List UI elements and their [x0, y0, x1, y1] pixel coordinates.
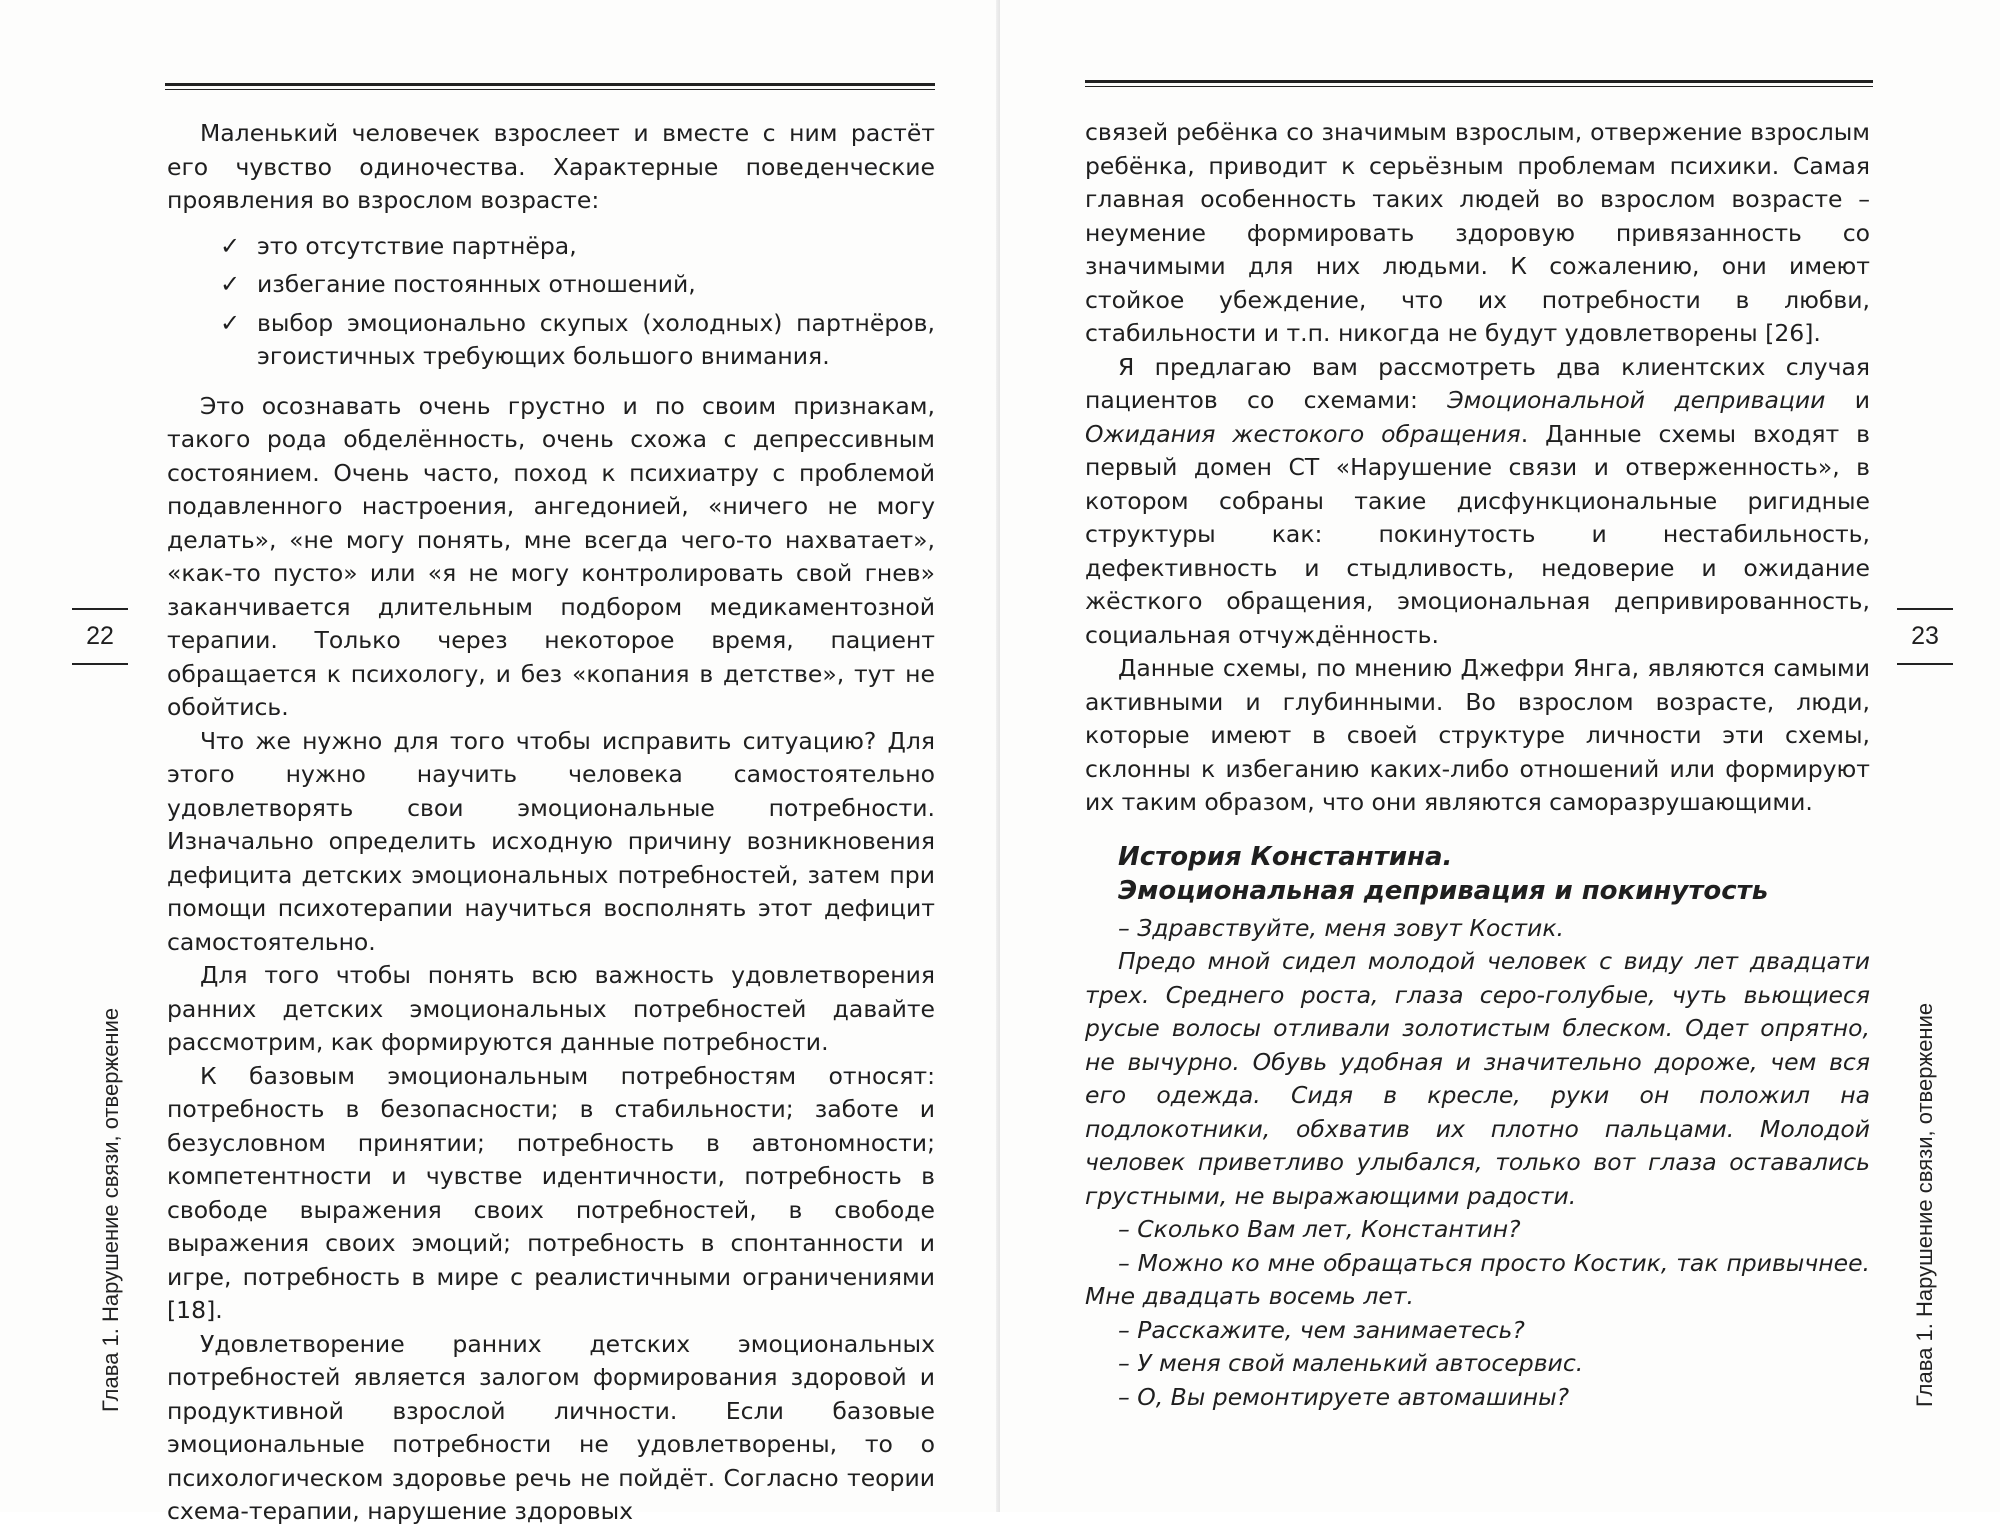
list-item-text: выбор эмоционально скупых (холодных) партнёров, эгоистичных требующих большого внимания. — [257, 308, 935, 370]
page-number — [72, 608, 128, 665]
intro-paragraph: Маленький человечек взрослеет и вместе с ним растёт его чувство одиночества. Характерные поведенческие проявления во взрослом возрасте: — [167, 119, 935, 214]
dialog-line: – У меня свой маленький автосервис. — [1118, 1349, 1584, 1377]
text-span: Я предлагаю вам рассмотреть два клиентских случая пациентов со схемами: — [1085, 352, 1870, 414]
left-page — [0, 0, 1000, 1525]
checkmark-icon: ✓ — [220, 270, 241, 298]
section-title — [1118, 840, 1870, 908]
dialog — [1085, 912, 1870, 1415]
list-item — [167, 230, 935, 264]
dialog-line: – Здравствуйте, меня зовут Костик. — [1118, 913, 1564, 942]
page-number-text: 23 — [1911, 622, 1939, 650]
continuation-paragraph: связей ребёнка со значимым взрослым, отвержение взрослым ребёнка, приводит к серьёзным проблемам психики. Самая главная особенность таких людей во взрослом возрасте – неумение формировать здоровую привязанность со значимыми для них людьми. К сожалению, они имеют стойкое убеждение, что их потребности в любви, стабильности и т.п. никогда не будут удовлетворены [26]. — [1085, 118, 1870, 347]
body-paragraph — [1085, 351, 1870, 653]
right-page — [1000, 0, 2000, 1512]
checkmark-icon: ✓ — [220, 231, 241, 260]
section-title-line: Эмоциональная депривация и покинутость — [1118, 875, 1769, 906]
body-paragraph: К базовым эмоциональным потребностям относят: потребность в безопасности; в стабильности; заботе и безусловном принятии; потребность в автономности; компетентности и чувстве идентичности, потребность в свободе выражения своих потребностей, в свободе выражения своих эмоций; потребность в спонтанности и игре, потребность в мире с реалистичными ограничениями [18]. — [167, 1061, 935, 1324]
text-span: и — [1825, 386, 1870, 414]
schema-name: Ожидания жестокого обращения — [1085, 419, 1521, 448]
body-paragraph: Для того чтобы понять всю важность удовлетворения ранних детских эмоциональных потребностей давайте рассмотрим, как формируются данные потребности. — [167, 961, 935, 1056]
text-span: . Данные схемы входят в первый домен СТ «Нарушение связи и отверженность», в котором собраны такие дисфункциональные ригидные структуры как: покинутость и нестабильность, дефективность и стыдливость, недоверие и ожидание жёсткого обращения, эмоциональная депривированность, социальная отчуждённость. — [1085, 419, 1870, 649]
dialog-line: – Сколько Вам лет, Константин? — [1118, 1215, 1521, 1243]
page-number — [1897, 608, 1953, 665]
body-paragraph: Что же нужно для того чтобы исправить ситуацию? Для этого нужно научить человека самостоятельно удовлетворять свои эмоциональные потребности. Изначально определить исходную причину возникновения дефицита детских эмоциональных потребностей, затем при помощи психотерапии научиться восполнять этот дефицит самостоятельно. — [167, 726, 935, 956]
list-item — [167, 268, 935, 302]
checklist — [167, 230, 935, 374]
running-head: Глава 1. Нарушение связи, отвержение — [1912, 1002, 1937, 1407]
left-page-body — [167, 117, 935, 1529]
dialog-line: – Можно ко мне обращаться просто Костик, так привычнее. Мне двадцать восемь лет. — [1085, 1248, 1870, 1310]
dialog-line: – Расскажите, чем занимаетесь? — [1118, 1315, 1525, 1344]
running-head: Глава 1. Нарушение связи, отвержение — [98, 1007, 123, 1412]
list-item-text: избегание постоянных отношений, — [257, 270, 696, 298]
dialog-line: – О, Вы ремонтируете автомашины? — [1118, 1382, 1570, 1411]
body-paragraph: Удовлетворение ранних детских эмоциональных потребностей является залогом формирования здоровой и продуктивной взрослой личности. Если базовые эмоциональные потребности не удовлетворены, то о психологическом здоровье речь не пойдёт. Согласно теории схема-терапии, нарушение здоровых — [167, 1329, 935, 1525]
section-title-line: История Константина. — [1118, 841, 1453, 872]
dialog-line: Предо мной сидел молодой человек с виду лет двадцати трех. Среднего роста, глаза серо-голубые, чуть вьющиеся русые волосы отливали золотистым блеском. Одет опрятно, не вычурно. Обувь удобная и значительно дороже, чем вся его одежда. Сидя в кресле, руки он положил на подлокотники, обхватив их плотно пальцами. Молодой человек приветливо улыбался, только вот глаза оставались грустными, не выражающими радости. — [1085, 947, 1870, 1210]
page-number-text: 22 — [86, 622, 114, 650]
list-item — [167, 307, 935, 374]
body-paragraph: Данные схемы, по мнению Джефри Янга, являются самыми активными и глубинными. Во взрослом возрасте, люди, которые имеют в своей структуре личности эти схемы, склонны к избеганию каких-либо отношений или формируют их таким образом, что они являются саморазрушающими. — [1085, 654, 1870, 816]
schema-name: Эмоциональной депривации — [1447, 386, 1826, 414]
list-item-text: это отсутствие партнёра, — [257, 231, 577, 260]
right-page-body — [1085, 116, 1870, 1414]
checkmark-icon: ✓ — [220, 308, 241, 337]
body-paragraph: Это осознавать очень грустно и по своим признакам, такого рода обделённость, очень схожа с депрессивным состоянием. Очень часто, поход к психиатру с проблемой подавленного настроения, ангедонией, «ничего не могу делать», «не могу понять, мне всегда чего-то нахватает», «как-то пусто» или «я не могу контролировать свой гнев» заканчивается длительным подбором медикаментозной терапии. Только через некоторое время, пациент обращается к психологу, и без «копания в детстве», тут не обойтись. — [167, 391, 935, 721]
